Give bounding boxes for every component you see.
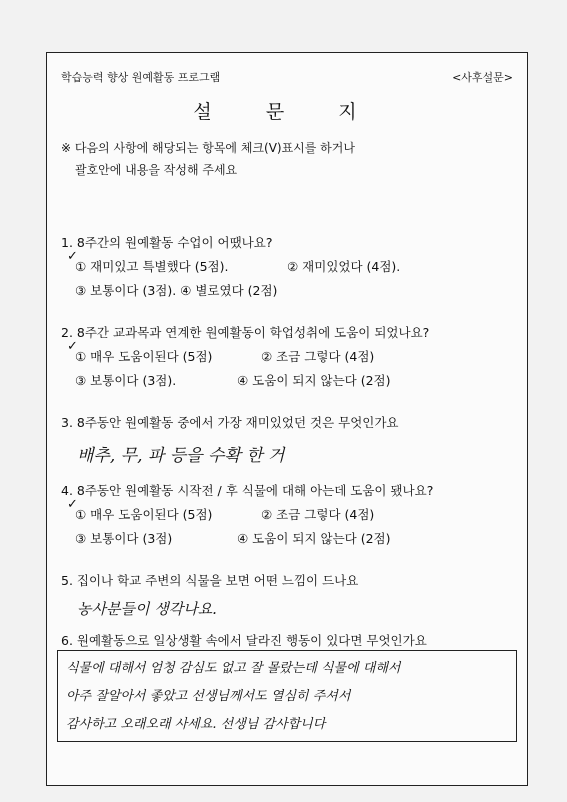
question-4: 4. 8주동안 원예활동 시작전 / 후 식물에 대해 아는데 도움이 됐나요? <box>61 483 434 498</box>
check-mark-q1: ✓ <box>67 249 78 264</box>
survey-title: 설 문 지 <box>193 101 381 123</box>
survey-sheet <box>46 52 528 786</box>
instruction-line-2: 괄호안에 내용을 작성해 주세요 <box>75 163 238 177</box>
q4-option-3[interactable]: ③ 보통이다 (3점) <box>75 531 173 546</box>
question-5: 5. 집이나 학교 주변의 식물을 보면 어떤 느낌이 드나요 <box>61 573 359 588</box>
q2-option-1[interactable]: ① 매우 도움이된다 (5점) <box>75 349 213 364</box>
check-mark-q2: ✓ <box>67 339 78 354</box>
question-6: 6. 원예활동으로 일상생활 속에서 달라진 행동이 있다면 무엇인가요 <box>61 633 427 648</box>
q1-option-2[interactable]: ② 재미있었다 (4점). <box>287 259 401 274</box>
q1-option-3-4[interactable]: ③ 보통이다 (3점). ④ 별로였다 (2점) <box>75 283 278 298</box>
q6-answer-box <box>57 650 517 742</box>
q6-answer-line-1: 식물에 대해서 엄청 감심도 없고 잘 몰랐는데 식물에 대해서 <box>66 661 401 676</box>
q3-handwritten-answer: 배추, 무, 파 등을 수확 한 거 <box>77 446 285 466</box>
q6-answer-line-2: 아주 잘알아서 좋았고 선생님께서도 열심히 주셔서 <box>66 689 351 704</box>
q4-option-2[interactable]: ② 조금 그렇다 (4점) <box>261 507 375 522</box>
q6-answer-line-3: 감사하고 오래오래 사세요. 선생님 감사합니다 <box>66 717 326 732</box>
check-mark-q4: ✓ <box>67 497 78 512</box>
question-2: 2. 8주간 교과목과 연계한 원예활동이 학업성취에 도움이 되었나요? <box>61 325 430 340</box>
instructions <box>61 137 521 181</box>
q4-option-1[interactable]: ① 매우 도움이된다 (5점) <box>75 507 213 522</box>
instruction-line-1: ※ 다음의 사항에 해당되는 항목에 체크(V)표시를 하거나 <box>61 141 355 155</box>
question-3: 3. 8주동안 원예활동 중에서 가장 재미있었던 것은 무엇인가요 <box>61 415 399 430</box>
question-1: 1. 8주간의 원예활동 수업이 어땠나요? <box>61 235 273 250</box>
q2-option-3[interactable]: ③ 보통이다 (3점). <box>75 373 177 388</box>
program-title: 학습능력 향상 원예활동 프로그램 <box>61 71 221 84</box>
q1-option-1[interactable]: ① 재미있고 특별했다 (5점). <box>75 259 229 274</box>
q4-option-4[interactable]: ④ 도움이 되지 않는다 (2점) <box>237 531 391 546</box>
q2-option-4[interactable]: ④ 도움이 되지 않는다 (2점) <box>237 373 391 388</box>
q5-handwritten-answer: 농사분들이 생각나요. <box>77 600 217 618</box>
q2-option-2[interactable]: ② 조금 그렇다 (4점) <box>261 349 375 364</box>
survey-type-label: <사후설문> <box>452 71 513 84</box>
